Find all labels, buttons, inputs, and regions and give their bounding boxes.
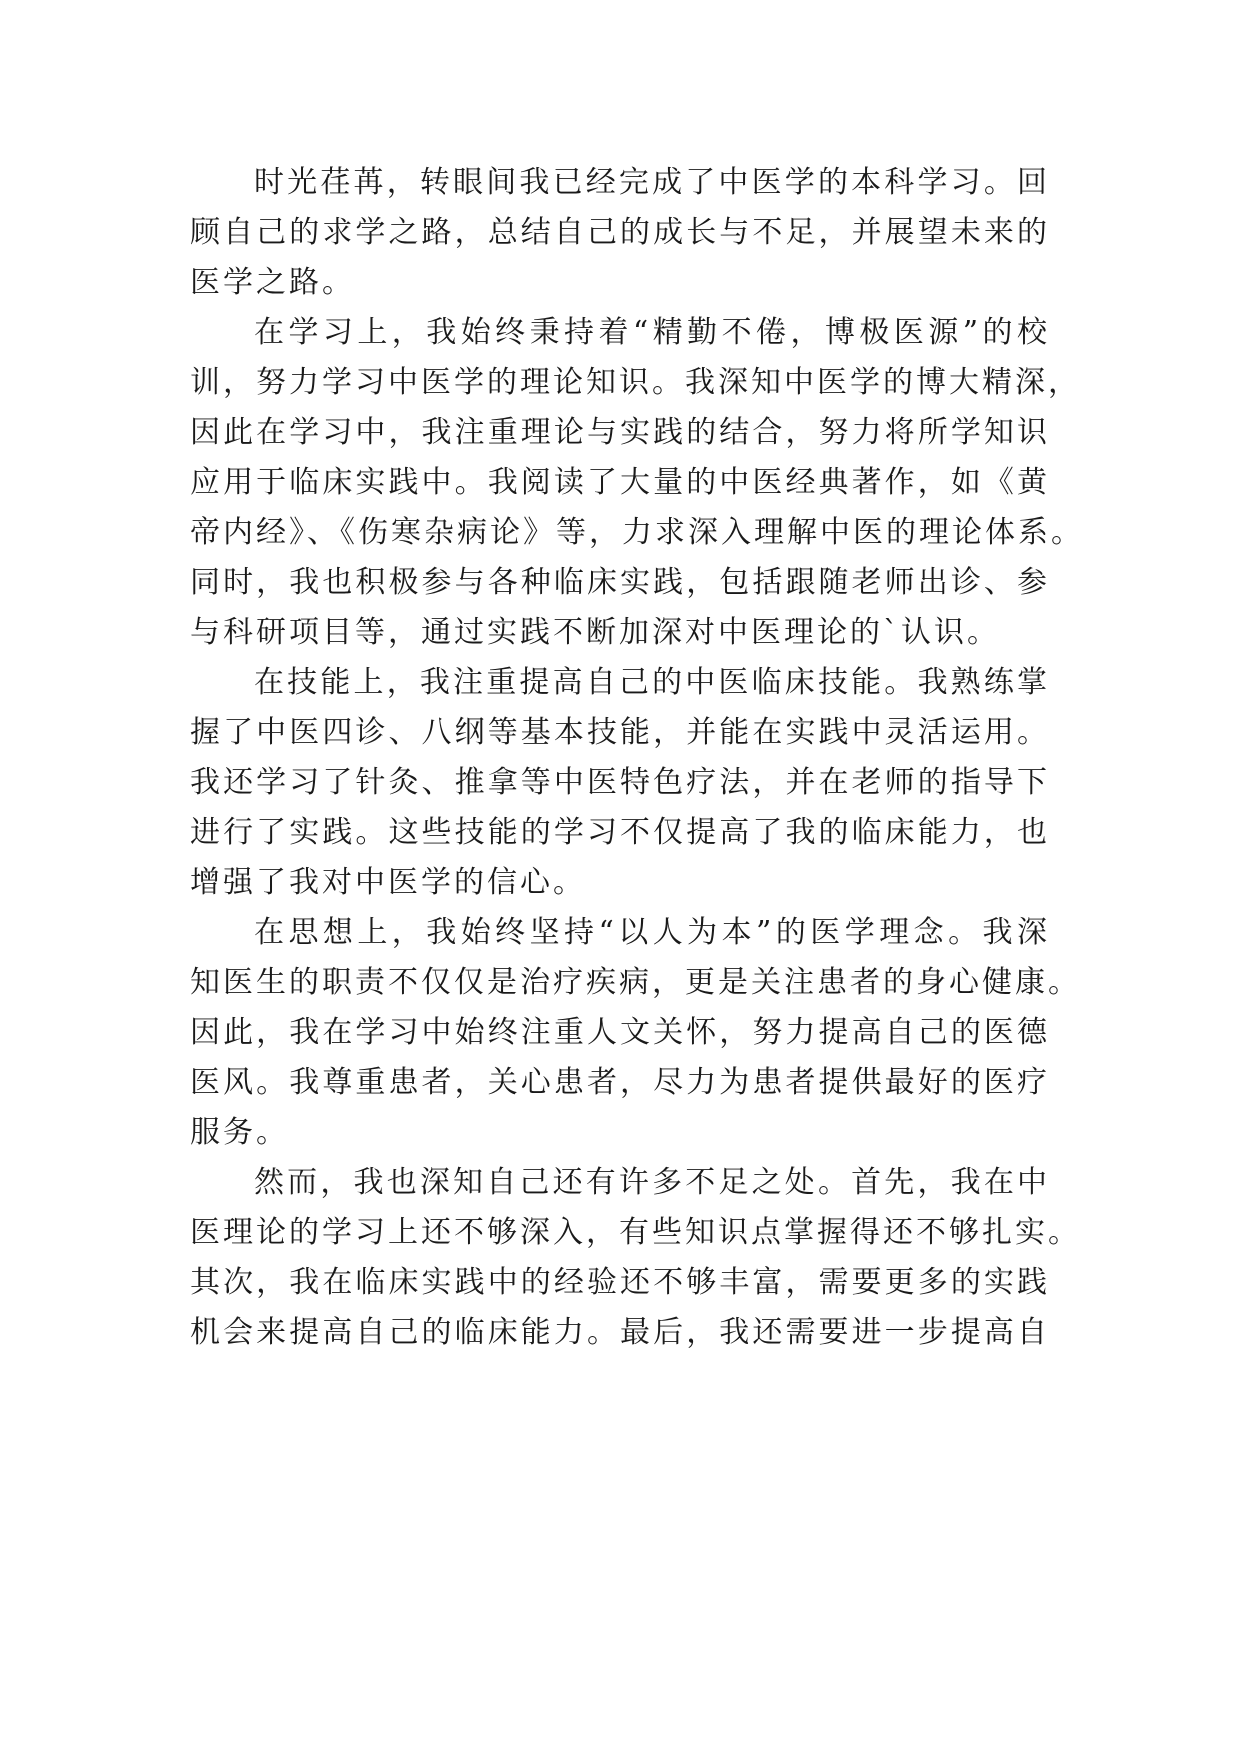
text-line: 其次，我在临床实践中的经验还不够丰富，需要更多的实践 [190,1265,1050,1300]
text-line: 然而，我也深知自己还有许多不足之处。首先，我在中 [254,1165,1050,1200]
text-line: 医学之路。 [190,265,355,300]
text-line: 服务。 [190,1115,289,1150]
paragraph-5 [190,1158,1081,1358]
text-line: 知医生的职责不仅仅是治疗疾病，更是关注患者的身心健康。 [190,965,1081,1000]
text-line: 应用于临床实践中。我阅读了大量的中医经典著作，如《黄 [190,465,1050,500]
text-line: 在学习上，我始终秉持着“精勤不倦，博极医源”的校 [254,315,1050,350]
text-line: 时光荏苒，转眼间我已经完成了中医学的本科学习。回 [254,165,1050,200]
paragraph-3 [190,658,1050,908]
paragraph-1 [190,158,1050,308]
text-line: 握了中医四诊、八纲等基本技能，并能在实践中灵活运用。 [190,715,1050,750]
text-line: 医风。我尊重患者，关心患者，尽力为患者提供最好的医疗 [190,1065,1050,1100]
paragraph-4 [190,908,1081,1158]
text-line: 与科研项目等，通过实践不断加深对中医理论的`认识。 [190,615,1000,650]
text-line: 顾自己的求学之路，总结自己的成长与不足，并展望未来的 [190,215,1050,250]
document-body [190,158,1084,1358]
text-line: 训，努力学习中医学的理论知识。我深知中医学的博大精深， [190,365,1081,400]
text-line: 医理论的学习上还不够深入，有些知识点掌握得还不够扎实。 [190,1215,1081,1250]
text-line: 机会来提高自己的临床能力。最后，我还需要进一步提高自 [190,1315,1050,1350]
text-line: 在技能上，我注重提高自己的中医临床技能。我熟练掌 [254,665,1050,700]
text-line: 同时，我也积极参与各种临床实践，包括跟随老师出诊、参 [190,565,1050,600]
text-line: 增强了我对中医学的信心。 [190,865,586,900]
text-line: 我还学习了针灸、推拿等中医特色疗法，并在老师的指导下 [190,765,1050,800]
text-line: 帝内经》、《伤寒杂病论》等，力求深入理解中医的理论体系。 [190,515,1084,550]
text-line: 因此在学习中，我注重理论与实践的结合，努力将所学知识 [190,415,1050,450]
text-line: 在思想上，我始终坚持“以人为本”的医学理念。我深 [254,915,1050,950]
text-line: 进行了实践。这些技能的学习不仅提高了我的临床能力，也 [190,815,1050,850]
text-line: 因此，我在学习中始终注重人文关怀，努力提高自己的医德 [190,1015,1050,1050]
paragraph-2 [190,308,1084,658]
